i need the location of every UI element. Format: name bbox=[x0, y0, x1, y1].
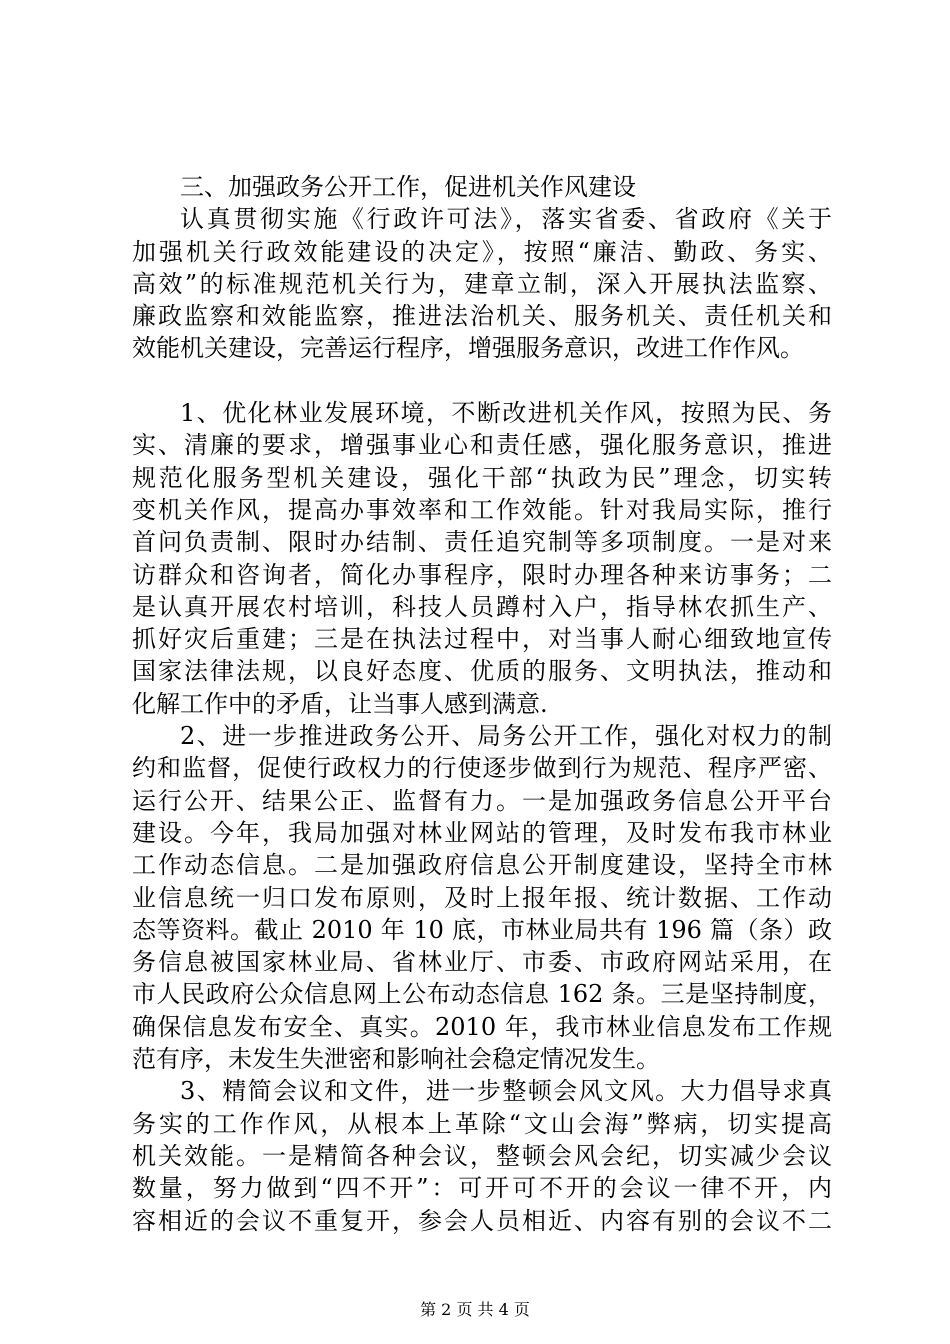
paragraph-intro bbox=[132, 203, 832, 364]
text-line: 首问负责制、限时办结制、责任追究制等多项制度。一是对来 bbox=[132, 528, 832, 557]
text-line: 规范化服务型机关建设，强化干部“执政为民”理念，切实转 bbox=[132, 463, 832, 492]
text-line: 容相近的会议不重复开，参会人员相近、内容有别的会议不二 bbox=[132, 1206, 832, 1235]
paragraph-spacer bbox=[132, 365, 832, 397]
paragraph-item-2 bbox=[132, 720, 832, 1075]
text-line: 态等资料。截止 2010 年 10 底，市林业局共有 196 篇（条）政 bbox=[132, 915, 832, 944]
text-line: 加强机关行政效能建设的决定》，按照“廉洁、勤政、务实、 bbox=[132, 237, 832, 266]
text-line: 1、优化林业发展环境，不断改进机关作风，按照为民、务 bbox=[180, 399, 832, 428]
text-line: 实、清廉的要求，增强事业心和责任感，强化服务意识，推进 bbox=[132, 431, 832, 460]
text-line: 廉政监察和效能监察，推进法治机关、服务机关、责任机关和 bbox=[132, 302, 832, 331]
text-line: 建设。今年，我局加强对林业网站的管理，及时发布我市林业 bbox=[132, 818, 832, 847]
text-line: 变机关作风，提高办事效率和工作效能。针对我局实际，推行 bbox=[132, 495, 832, 524]
section-heading: 三、加强政务公开工作，促进机关作风建设 bbox=[180, 173, 636, 201]
text-line: 国家法律法规，以良好态度、优质的服务、文明执法，推动和 bbox=[132, 657, 832, 686]
text-line: 抓好灾后重建；三是在执法过程中，对当事人耐心细致地宣传 bbox=[132, 625, 832, 654]
text-line: 认真贯彻实施《行政许可法》，落实省委、省政府《关于 bbox=[180, 205, 832, 234]
text-line: 2、进一步推进政务公开、局务公开工作，强化对权力的制 bbox=[180, 722, 832, 751]
text-line: 访群众和咨询者，简化办事程序，限时办理各种来访事务；二 bbox=[132, 560, 832, 589]
text-line: 是认真开展农村培训，科技人员蹲村入户，指导林农抓生产、 bbox=[132, 592, 832, 621]
text-line: 机关效能。一是精简各种会议，整顿会风会纪，切实减少会议 bbox=[132, 1141, 832, 1170]
text-line: 范有序，未发生失泄密和影响社会稳定情况发生。 bbox=[132, 1045, 660, 1074]
text-line: 数量，努力做到“四不开”：可开可不开的会议一律不开，内 bbox=[132, 1174, 832, 1203]
text-line: 业信息统一归口发布原则，及时上报年报、统计数据、工作动 bbox=[132, 883, 832, 912]
page-number: 第 2 页 共 4 页 bbox=[420, 1300, 530, 1319]
text-line: 高效”的标准规范机关行为，建章立制，深入开展执法监察、 bbox=[132, 269, 832, 298]
text-line: 效能机关建设，完善运行程序，增强服务意识，改进工作作风。 bbox=[132, 334, 804, 363]
text-line: 务实的工作作风，从根本上革除“文山会海”弊病，切实提高 bbox=[132, 1109, 832, 1138]
text-line: 市人民政府公众信息网上公布动态信息 162 条。三是坚持制度， bbox=[132, 980, 832, 1009]
text-line: 3、精简会议和文件，进一步整顿会风文风。大力倡导求真 bbox=[180, 1077, 832, 1106]
text-line: 约和监督，促使行政权力的行使逐步做到行为规范、程序严密、 bbox=[132, 754, 832, 783]
text-line: 化解工作中的矛盾，让当事人感到满意. bbox=[132, 689, 548, 718]
text-line: 工作动态信息。二是加强政府信息公开制度建设，坚持全市林 bbox=[132, 851, 832, 880]
text-line: 务信息被国家林业局、省林业厅、市委、市政府网站采用，在 bbox=[132, 948, 832, 977]
text-line: 运行公开、结果公正、监督有力。一是加强政务信息公开平台 bbox=[132, 786, 832, 815]
text-line: 确保信息发布安全、真实。2010 年，我市林业信息发布工作规 bbox=[132, 1012, 832, 1041]
document-body bbox=[132, 171, 832, 1237]
page-footer bbox=[0, 1300, 950, 1320]
paragraph-item-3 bbox=[132, 1075, 832, 1236]
paragraph-item-1 bbox=[132, 397, 832, 720]
